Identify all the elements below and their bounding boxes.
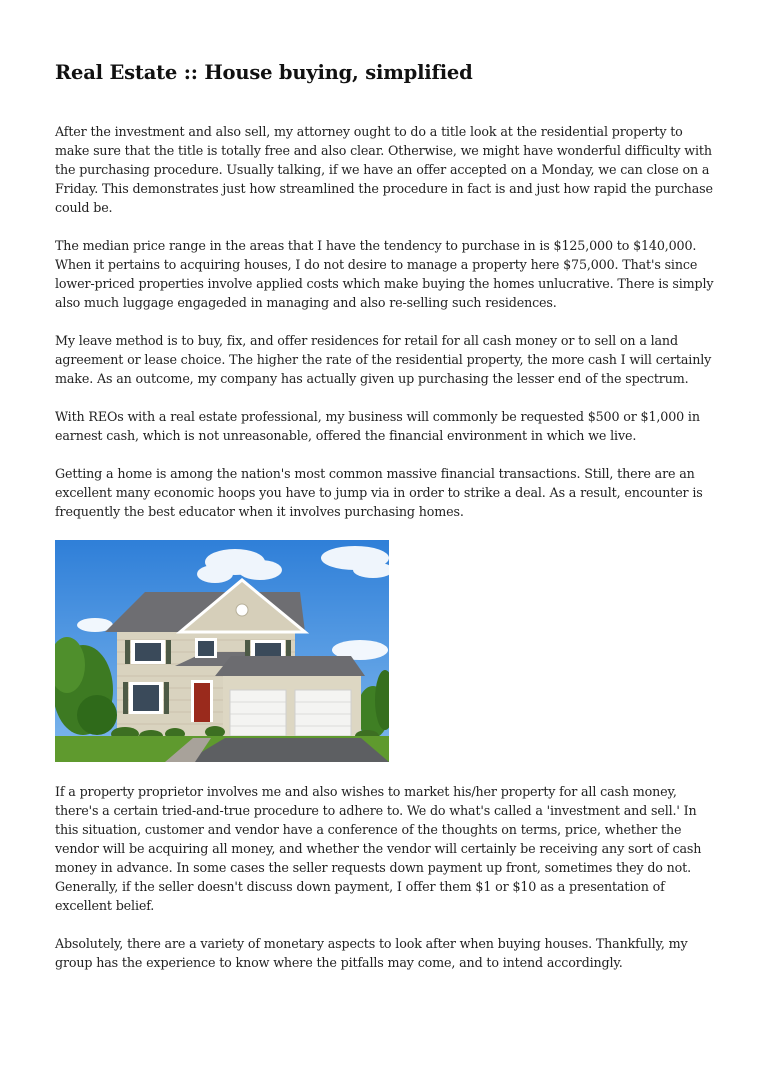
document-page: [55, 58, 715, 991]
paragraph-2: The median price range in the areas that I have the tendency to purchase in is $125,000 to $140,000. When it pertains to acquiring houses, I do not desire to manage a property here $75,000. That's since lower-priced properties involve applied costs which make buying the homes unlucrative. There is simply also much luggage engageded in managing and also re-selling such residences.: [55, 238, 714, 310]
paragraph-5: Getting a home is among the nation's most common massive financial transactions. Still, there are an excellent many economic hoops you have to jump via in order to strike a deal. As a result, encounter is frequently the best educator when it involves purchasing homes.: [55, 466, 703, 519]
paragraph-1: After the investment and also sell, my attorney ought to do a title look at the residential property to make sure that the title is totally free and also clear. Otherwise, we might have wonderful difficulty with the purchasing procedure. Usually talking, if we have an offer accepted on a Monday, we can close on a Friday. This demonstrates just how streamlined the procedure in fact is and just how rapid the purchase could be.: [55, 124, 713, 215]
paragraph-6: If a property proprietor involves me and also wishes to market his/her property for all cash money, there's a certain tried-and-true procedure to adhere to. We do what's called a 'investment and sell.' In this situation, customer and vendor have a conference of the thoughts on terms, price, whether the vendor will be acquiring all money, and whether the vendor will certainly be receiving any sort of cash money in advance. In some cases the seller requests down payment up front, sometimes they do not. Generally, if the seller doesn't discuss down payment, I offer them $1 or $10 as a presentation of excellent belief.: [55, 784, 702, 913]
paragraph-3: My leave method is to buy, fix, and offer residences for retail for all cash money or to sell on a land agreement or lease choice. The higher the rate of the residential property, the more cash I will certainly make. As an outcome, my company has actually given up purchasing the lesser end of the spectrum.: [55, 333, 712, 386]
paragraph-7: Absolutely, there are a variety of monetary aspects to look after when buying houses. Thankfully, my group has the experience to know where the pitfalls may come, and to intend accordingly.: [55, 936, 688, 970]
page-title: Real Estate :: House buying, simplified: [55, 61, 473, 84]
article-body-top: [55, 122, 715, 521]
article-body-bottom: [55, 782, 715, 972]
house-photo: [55, 540, 389, 762]
paragraph-4: With REOs with a real estate professional, my business will commonly be requested $500 or $1,000 in earnest cash, which is not unreasonable, offered the financial environment in which we live.: [55, 409, 700, 443]
